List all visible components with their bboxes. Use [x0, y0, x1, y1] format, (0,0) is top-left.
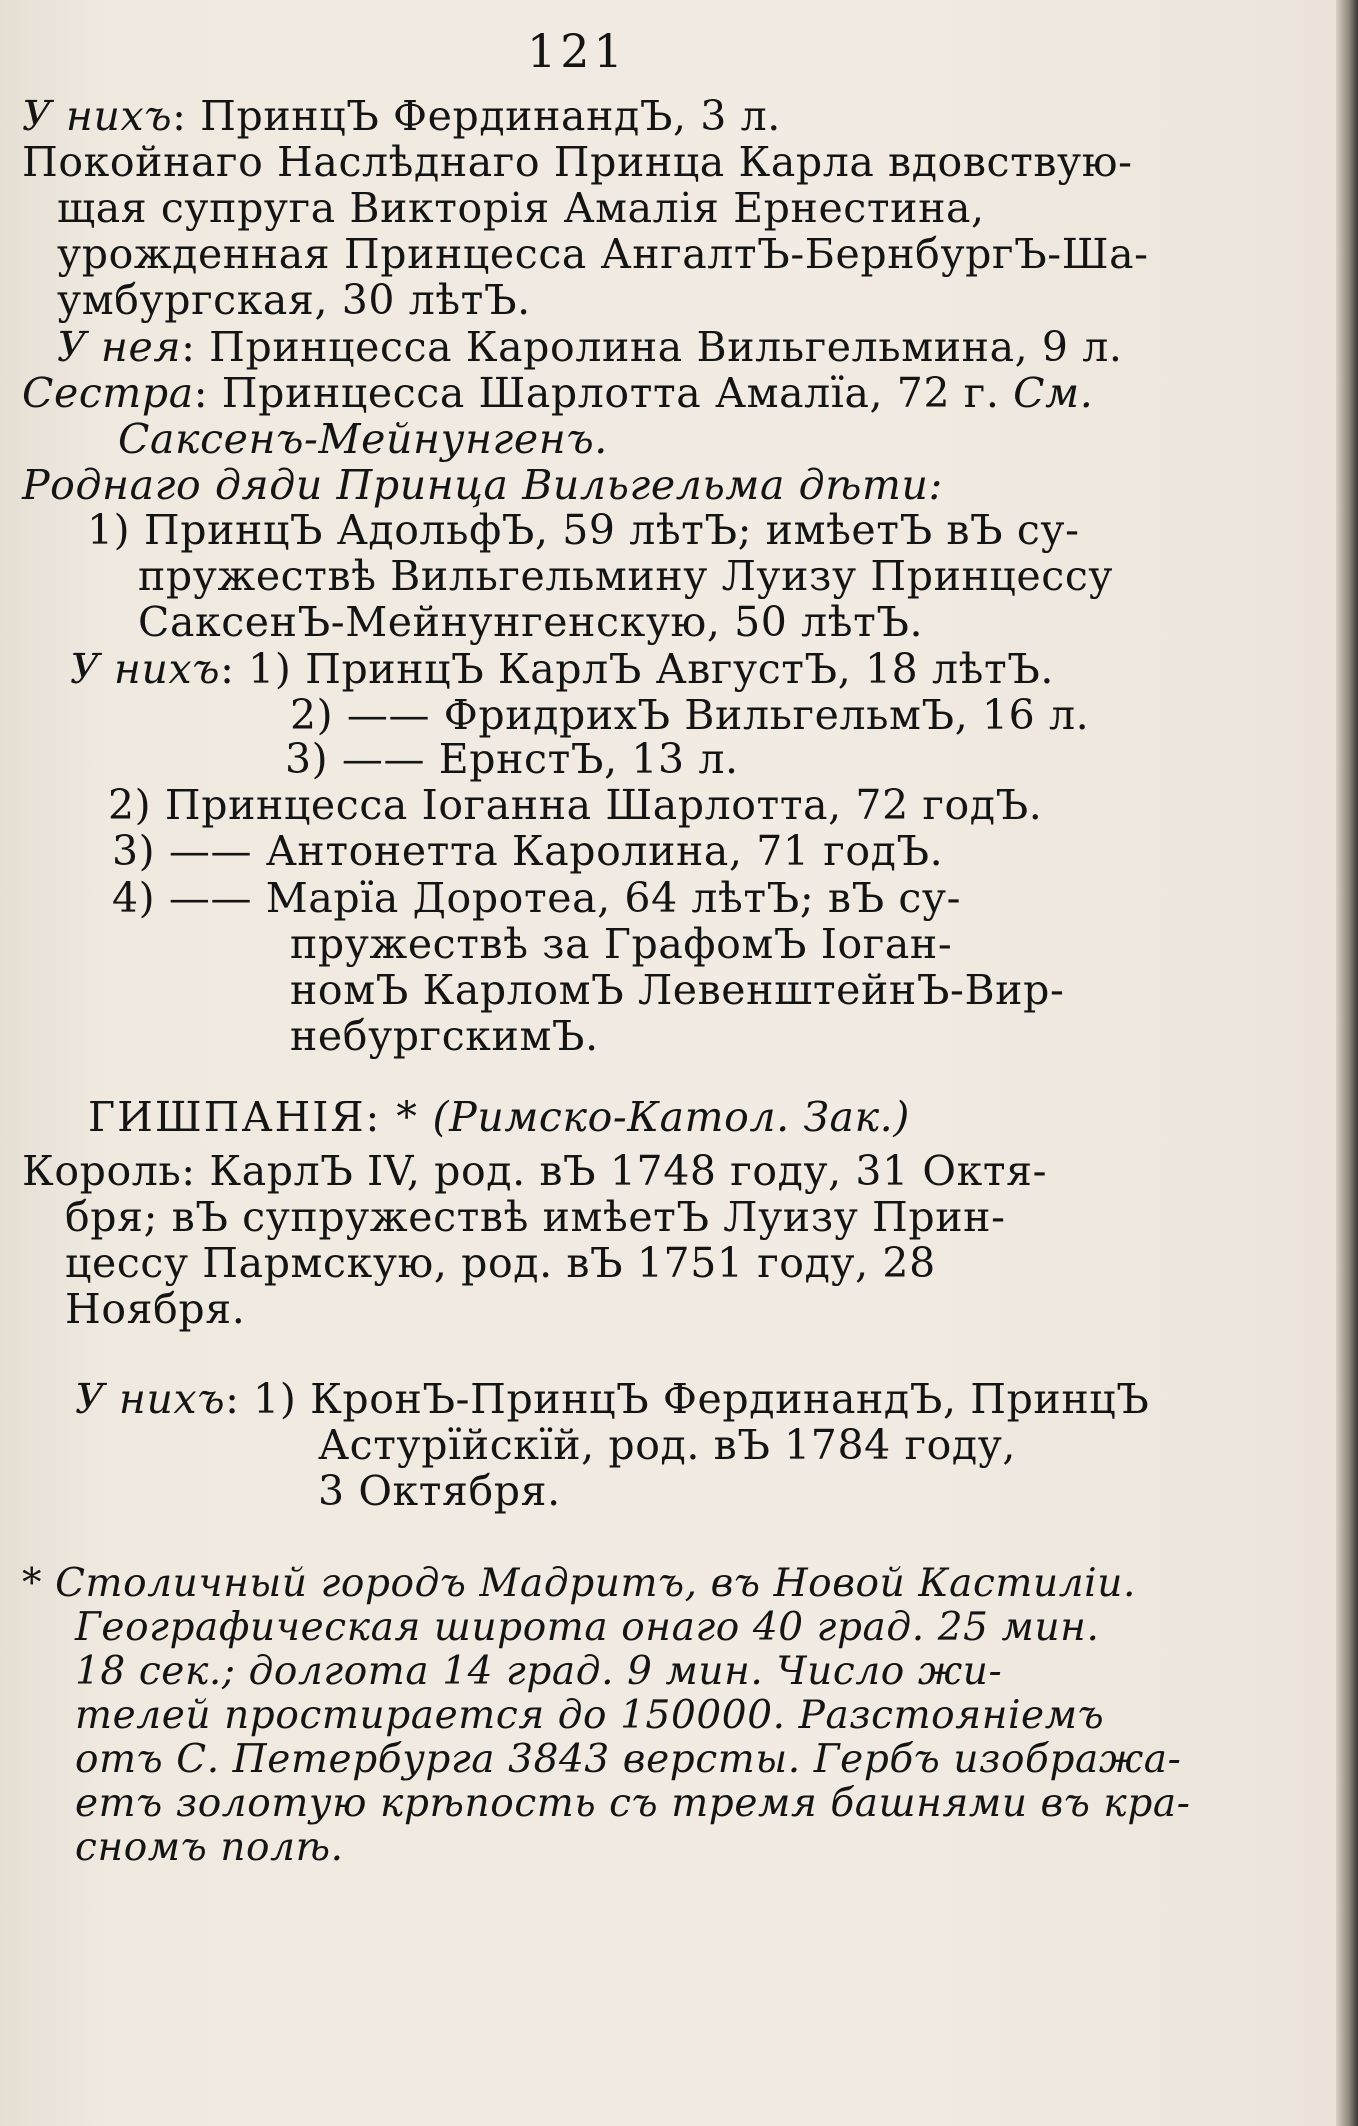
- footnote-line: Географическая широта онаго 40 град. 25 мин.: [75, 1605, 1100, 1650]
- footnote-line: отъ С. Петербурга 3843 версты. Гербъ изобража-: [75, 1737, 1182, 1782]
- text-line: Роднаго дяди Принца Вильгельма дѣти:: [22, 461, 943, 509]
- text-line: урожденная Принцесса АнгалтЪ-БернбургЪ-Ша-: [57, 230, 1149, 278]
- text-line: Ноября.: [65, 1285, 246, 1333]
- text-line: Покойнаго Наслѣднаго Принца Карла вдовствую-: [22, 138, 1133, 186]
- text-line: 3 Октября.: [318, 1467, 561, 1515]
- text-line: небургскимЪ.: [290, 1012, 599, 1060]
- text-line: цессу Пармскую, род. вЪ 1751 году, 28: [65, 1239, 936, 1287]
- footnote-line: * Столичный городъ Мадритъ, въ Новой Кастиліи.: [22, 1561, 1136, 1606]
- text-line: пружествѣ Вильгельмину Луизу Принцессу: [138, 552, 1114, 600]
- text-line: бря; вЪ супружествѣ имѣетЪ Луизу Прин-: [65, 1193, 1006, 1241]
- text-line: 3) —— Антонетта Каролина, 71 годЪ.: [112, 827, 944, 875]
- section-heading: ГИШПАНІЯ: * (Римско-Катол. Зак.): [88, 1093, 910, 1141]
- text-line: СаксенЪ-Мейнунгенскую, 50 лѣтЪ.: [138, 598, 924, 646]
- text-line: У нея: Принцесса Каролина Вильгельмина, 9 л.: [57, 323, 1123, 371]
- text-line: умбургская, 30 лѣтЪ.: [57, 276, 531, 324]
- footnote-line: сномъ полѣ.: [75, 1825, 344, 1870]
- page-binding-edge: [1336, 0, 1358, 2126]
- text-line: Астурїйскїй, род. вЪ 1784 году,: [318, 1421, 1017, 1469]
- page-number: 121: [527, 24, 627, 78]
- text-line: 2) Принцесса Іоганна Шарлотта, 72 годЪ.: [108, 781, 1043, 829]
- text-line: номЪ КарломЪ ЛевенштейнЪ-Вир-: [290, 966, 1065, 1014]
- text-line: 2) —— ФридрихЪ ВильгельмЪ, 16 л.: [290, 691, 1090, 739]
- text-line: У нихъ: ПринцЪ ФердинандЪ, 3 л.: [22, 92, 781, 140]
- text-line: пружествѣ за ГрафомЪ Іоган-: [290, 920, 953, 968]
- text-line: У нихъ: 1) ПринцЪ КарлЪ АвгустЪ, 18 лѣтЪ.: [70, 645, 1055, 693]
- footnote-line: телей простирается до 150000. Разстояніемъ: [75, 1693, 1105, 1738]
- text-line: 3) —— ЕрнстЪ, 13 л.: [285, 735, 739, 783]
- text-line: Саксенъ-Мейнунгенъ.: [118, 415, 608, 463]
- text-line: Король: КарлЪ IV, род. вЪ 1748 году, 31 Октя-: [22, 1147, 1048, 1195]
- text-line: щая супруга Викторія Амалія Ернестина,: [57, 184, 985, 232]
- footnote-line: 18 сек.; долгота 14 град. 9 мин. Число жи-: [75, 1649, 1003, 1694]
- text-line: У нихъ: 1) КронЪ-ПринцЪ ФердинандЪ, ПринцЪ: [75, 1375, 1150, 1423]
- text-line: 1) ПринцЪ АдольфЪ, 59 лѣтЪ; имѣетЪ вЪ су-: [87, 506, 1080, 554]
- footnote-line: етъ золотую крѣпость съ тремя башнями въ кра-: [75, 1781, 1191, 1826]
- text-line: Сестра: Принцесса Шарлотта Амалїа, 72 г. См.: [22, 369, 1094, 417]
- text-line: 4) —— Марїа Доротеа, 64 лѣтЪ; вЪ су-: [112, 874, 962, 922]
